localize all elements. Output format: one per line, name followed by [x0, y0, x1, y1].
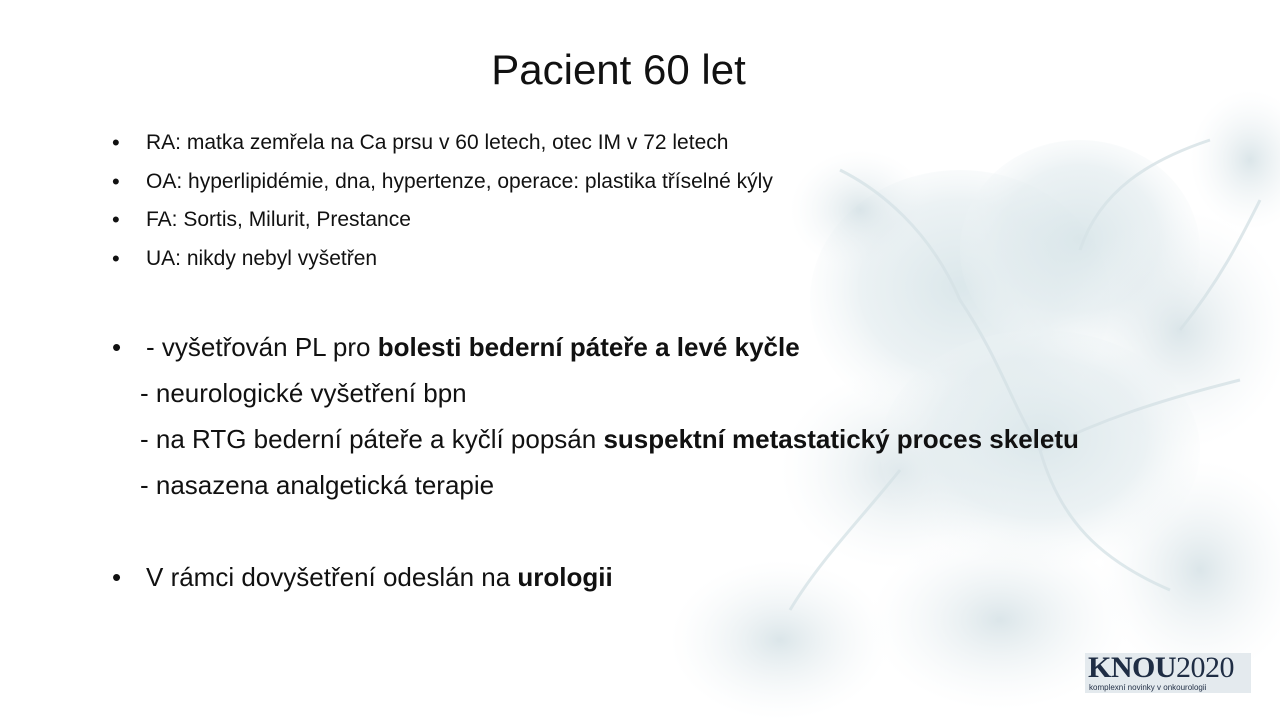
- exam-line-1-text: - vyšetřován PL pro: [146, 332, 378, 362]
- logo-wordmark: [1088, 653, 1251, 683]
- history-urological: UA: nikdy nebyl vyšetřen: [146, 246, 378, 270]
- referral-line: [110, 554, 1079, 600]
- logo-wordmark-bold: KNOU: [1088, 651, 1176, 684]
- list-item: [110, 240, 773, 279]
- examination-block: [110, 324, 1079, 600]
- exam-line-3-emphasis: suspektní metastatický proces skeletu: [603, 424, 1079, 454]
- history-pharmacological: FA: Sortis, Milurit, Prestance: [146, 208, 411, 231]
- knou-logo: [1085, 653, 1251, 693]
- list-item: [110, 124, 773, 163]
- list-item: [110, 201, 773, 240]
- referral-emphasis: urologii: [517, 562, 613, 592]
- bullet-icon: •: [112, 245, 120, 271]
- bullet-icon: •: [112, 332, 122, 362]
- bullet-icon: •: [112, 207, 120, 232]
- spacer: [110, 508, 1079, 554]
- bullet-icon: •: [112, 168, 120, 194]
- logo-subtitle: komplexní novinky v onkourologii: [1089, 683, 1207, 692]
- exam-line-3-text: - na RTG bederní páteře a kyčlí popsán: [140, 424, 604, 454]
- referral-text: V rámci dovyšetření odeslán na: [146, 562, 518, 592]
- exam-line-4: - nasazena analgetická terapie: [140, 470, 495, 500]
- history-family: RA: matka zemřela na Ca prsu v 60 letech, otec IM v 72 letech: [146, 131, 729, 154]
- exam-line-2: - neurologické vyšetření bpn: [140, 378, 467, 408]
- history-personal: OA: hyperlipidémie, dna, hypertenze, operace: plastika tříselné kýly: [146, 169, 773, 193]
- exam-line-1: [110, 324, 1079, 370]
- list-item: [110, 163, 773, 202]
- logo-wordmark-year: 2020: [1176, 651, 1234, 684]
- patient-history-list: [110, 124, 773, 278]
- slide-title: Pacient 60 let: [491, 46, 746, 93]
- bullet-icon: •: [112, 130, 120, 155]
- bullet-icon: •: [112, 562, 122, 592]
- exam-line-3: [110, 416, 1079, 462]
- exam-line-1-emphasis: bolesti bederní páteře a levé kyčle: [377, 332, 800, 362]
